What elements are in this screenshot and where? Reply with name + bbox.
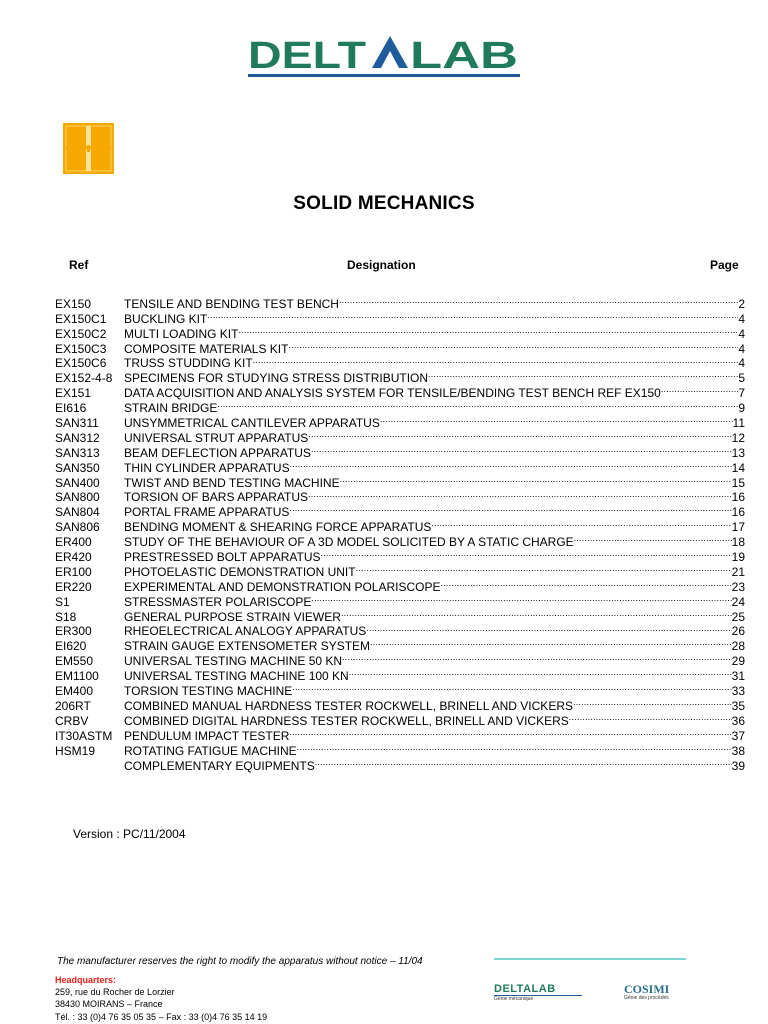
svg-text:LAB: LAB bbox=[410, 35, 518, 77]
toc-designation: SPECIMENS FOR STUDYING STRESS DISTRIBUTION bbox=[124, 371, 429, 386]
table-of-contents bbox=[55, 293, 745, 773]
toc-designation: STRAIN BRIDGE bbox=[124, 401, 218, 416]
toc-page: 36 bbox=[731, 713, 745, 728]
toc-leader-dots bbox=[370, 635, 732, 650]
toc-page: 7 bbox=[738, 386, 745, 401]
toc-page: 4 bbox=[738, 341, 745, 356]
toc-page: 23 bbox=[731, 579, 745, 594]
toc-ref: S1 bbox=[55, 594, 70, 609]
toc-page: 13 bbox=[731, 445, 745, 460]
toc-leader-dots bbox=[238, 323, 738, 338]
toc-page: 2 bbox=[738, 296, 745, 311]
toc-designation: STRESSMASTER POLARISCOPE bbox=[124, 594, 312, 609]
headquarters-label: Headquarters: bbox=[55, 975, 117, 985]
toc-leader-dots bbox=[428, 367, 738, 382]
toc-leader-dots bbox=[292, 680, 731, 695]
toc-designation: PORTAL FRAME APPARATUS bbox=[124, 505, 290, 520]
toc-page: 21 bbox=[731, 564, 745, 579]
toc-designation: BENDING MOMENT & SHEARING FORCE APPARATUS bbox=[124, 520, 432, 535]
toc-leader-dots bbox=[288, 338, 738, 353]
toc-leader-dots bbox=[569, 710, 732, 725]
toc-designation: UNIVERSAL STRUT APPARATUS bbox=[124, 430, 309, 445]
footer-cosimi-subtitle: Génie des procédés bbox=[624, 995, 669, 1001]
toc-designation: BUCKLING KIT bbox=[124, 311, 208, 326]
toc-leader-dots bbox=[315, 755, 732, 770]
footer-divider bbox=[494, 958, 686, 960]
toc-designation: RHEOELECTRICAL ANALOGY APPARATUS bbox=[124, 624, 367, 639]
toc-leader-dots bbox=[661, 382, 739, 397]
toc-ref: S18 bbox=[55, 609, 77, 624]
toc-designation: MULTI LOADING KIT bbox=[124, 326, 239, 341]
toc-designation: BEAM DEFLECTION APPARATUS bbox=[124, 445, 311, 460]
toc-leader-dots bbox=[441, 576, 732, 591]
toc-page: 4 bbox=[738, 356, 745, 371]
toc-ref: EX150C6 bbox=[55, 356, 107, 371]
toc-leader-dots bbox=[308, 487, 732, 502]
toc-page: 16 bbox=[731, 505, 745, 520]
toc-page: 38 bbox=[731, 743, 745, 758]
footer-deltalab-subtitle: Génie mécanique bbox=[494, 996, 534, 1002]
toc-ref: SAN312 bbox=[55, 430, 100, 445]
toc-ref: CRBV bbox=[55, 713, 89, 728]
toc-ref: 206RT bbox=[55, 698, 91, 713]
page-title: SOLID MECHANICS bbox=[293, 193, 475, 214]
toc-leader-dots bbox=[339, 293, 738, 308]
toc-leader-dots bbox=[573, 695, 732, 710]
toc-leader-dots bbox=[321, 546, 732, 561]
toc-ref: ER220 bbox=[55, 579, 92, 594]
toc-designation: UNIVERSAL TESTING MACHINE 100 KN bbox=[124, 669, 349, 684]
toc-ref: EI616 bbox=[55, 401, 87, 416]
toc-designation: STRAIN GAUGE EXTENSOMETER SYSTEM bbox=[124, 639, 371, 654]
footer-deltalab-logo bbox=[494, 983, 582, 1007]
toc-designation: TENSILE AND BENDING TEST BENCH bbox=[124, 296, 339, 311]
toc-ref: EX152-4-8 bbox=[55, 371, 113, 386]
toc-page: 4 bbox=[738, 311, 745, 326]
deltalab-logo bbox=[248, 34, 520, 78]
toc-leader-dots bbox=[380, 412, 733, 427]
toc-ref: EX151 bbox=[55, 386, 92, 401]
toc-ref: EM1100 bbox=[55, 669, 99, 684]
toc-leader-dots bbox=[297, 740, 732, 755]
column-header-ref: Ref bbox=[69, 258, 89, 272]
toc-ref: SAN806 bbox=[55, 520, 100, 535]
toc-designation: COMBINED MANUAL HARDNESS TESTER ROCKWELL, BRINELL AND VICKERS bbox=[124, 698, 573, 713]
toc-ref: SAN311 bbox=[55, 416, 99, 431]
toc-designation: COMPOSITE MATERIALS KIT bbox=[124, 341, 289, 356]
toc-designation: UNSYMMETRICAL CANTILEVER APPARATUS bbox=[124, 416, 380, 431]
toc-leader-dots bbox=[349, 665, 732, 680]
toc-designation: STUDY OF THE BEHAVIOUR OF A 3D MODEL SOLICITED BY A STATIC CHARGE bbox=[124, 535, 574, 550]
toc-designation: PENDULUM IMPACT TESTER bbox=[124, 728, 290, 743]
toc-ref: IT30ASTM bbox=[55, 728, 113, 743]
headquarters-contact bbox=[55, 974, 267, 1023]
footer-cosimi-logo bbox=[624, 983, 684, 1007]
toc-ref: ER100 bbox=[55, 564, 92, 579]
toc-ref: EX150C3 bbox=[55, 341, 107, 356]
toc-leader-dots bbox=[366, 621, 731, 636]
toc-leader-dots bbox=[308, 427, 731, 442]
toc-designation: PRESTRESSED BOLT APPARATUS bbox=[124, 550, 321, 565]
toc-ref: EI620 bbox=[55, 639, 87, 654]
toc-ref: ER420 bbox=[55, 550, 92, 565]
toc-ref: EM400 bbox=[55, 684, 94, 699]
toc-ref: EX150 bbox=[55, 296, 92, 311]
toc-page: 24 bbox=[731, 594, 745, 609]
footer-cosimi-logo-text: COSIMI bbox=[624, 982, 670, 996]
toc-leader-dots bbox=[341, 606, 732, 621]
toc-ref: EX150C2 bbox=[55, 326, 107, 341]
toc-leader-dots bbox=[289, 725, 731, 740]
toc-designation: TRUSS STUDDING KIT bbox=[124, 356, 253, 371]
toc-page: 39 bbox=[731, 758, 745, 773]
toc-page: 14 bbox=[731, 460, 745, 475]
toc-designation: TORSION TESTING MACHINE bbox=[124, 684, 293, 699]
toc-designation: PHOTOELASTIC DEMONSTRATION UNIT bbox=[124, 564, 356, 579]
toc-designation: DATA ACQUISITION AND ANALYSIS SYSTEM FOR TENSILE/BENDING TEST BENCH REF EX150 bbox=[124, 386, 661, 401]
toc-page: 11 bbox=[732, 416, 745, 431]
toc-page: 19 bbox=[731, 550, 745, 565]
toc-ref: SAN804 bbox=[55, 505, 100, 520]
toc-page: 28 bbox=[731, 639, 745, 654]
disclaimer: The manufacturer reserves the right to modify the apparatus without notice – 11/04 bbox=[57, 956, 423, 967]
toc-leader-dots bbox=[356, 561, 732, 576]
toc-leader-dots bbox=[253, 353, 739, 368]
toc-designation: GENERAL PURPOSE STRAIN VIEWER bbox=[124, 609, 341, 624]
toc-page: 18 bbox=[731, 535, 745, 550]
footer-deltalab-logo-text: DELTALAB bbox=[494, 983, 582, 996]
toc-page: 9 bbox=[738, 401, 745, 416]
toc-leader-dots bbox=[289, 501, 731, 516]
toc-designation: UNIVERSAL TESTING MACHINE 50 KN bbox=[124, 654, 343, 669]
toc-ref: SAN800 bbox=[55, 490, 100, 505]
toc-designation: TWIST AND BEND TESTING MACHINE bbox=[124, 475, 340, 490]
toc-ref: SAN400 bbox=[55, 475, 100, 490]
toc-page: 16 bbox=[731, 490, 745, 505]
toc-designation: COMBINED DIGITAL HARDNESS TESTER ROCKWELL, BRINELL AND VICKERS bbox=[124, 713, 569, 728]
toc-leader-dots bbox=[311, 442, 732, 457]
toc-leader-dots bbox=[217, 397, 738, 412]
toc-designation: ROTATING FATIGUE MACHINE bbox=[124, 743, 297, 758]
toc-ref: EX150C1 bbox=[55, 311, 107, 326]
toc-leader-dots bbox=[342, 650, 732, 665]
column-header-page: Page bbox=[710, 258, 739, 272]
toc-page: 33 bbox=[731, 684, 745, 699]
toc-page: 35 bbox=[731, 698, 745, 713]
toc-leader-dots bbox=[431, 516, 731, 531]
svg-text:DELT: DELT bbox=[248, 35, 366, 77]
toc-ref: ER400 bbox=[55, 535, 92, 550]
address-line-2: 38430 MOIRANS – France bbox=[55, 999, 163, 1010]
toc-designation: THIN CYLINDER APPARATUS bbox=[124, 460, 290, 475]
toc-designation: EXPERIMENTAL AND DEMONSTRATION POLARISCOPE bbox=[124, 579, 441, 594]
toc-page: 5 bbox=[738, 371, 745, 386]
toc-page: 12 bbox=[731, 430, 745, 445]
phone-fax: Tél. : 33 (0)4 76 35 05 35 – Fax : 33 (0)4 76 35 14 19 bbox=[55, 1011, 268, 1022]
solid-mechanics-section-icon bbox=[63, 123, 114, 174]
toc-page: 37 bbox=[731, 728, 745, 743]
toc-ref: HSM19 bbox=[55, 743, 96, 758]
toc-leader-dots bbox=[340, 472, 732, 487]
toc-page: 25 bbox=[731, 609, 745, 624]
toc-ref: SAN313 bbox=[55, 445, 100, 460]
toc-ref: EM550 bbox=[55, 654, 94, 669]
toc-ref: SAN350 bbox=[55, 460, 100, 475]
toc-page: 17 bbox=[731, 520, 745, 535]
column-header-designation: Designation bbox=[347, 258, 416, 272]
toc-designation: COMPLEMENTARY EQUIPMENTS bbox=[124, 758, 315, 773]
toc-row bbox=[55, 293, 745, 311]
toc-page: 31 bbox=[731, 669, 745, 684]
toc-leader-dots bbox=[290, 457, 732, 472]
toc-page: 4 bbox=[738, 326, 745, 341]
toc-page: 15 bbox=[731, 475, 745, 490]
toc-page: 29 bbox=[731, 654, 745, 669]
address-line-1: 259, rue du Rocher de Lorzier bbox=[55, 987, 175, 998]
toc-leader-dots bbox=[574, 531, 732, 546]
toc-page: 26 bbox=[731, 624, 745, 639]
toc-leader-dots bbox=[207, 308, 738, 323]
version-label: Version : PC/11/2004 bbox=[73, 827, 186, 841]
toc-leader-dots bbox=[311, 591, 731, 606]
toc-ref: ER300 bbox=[55, 624, 92, 639]
toc-designation: TORSION OF BARS APPARATUS bbox=[124, 490, 309, 505]
